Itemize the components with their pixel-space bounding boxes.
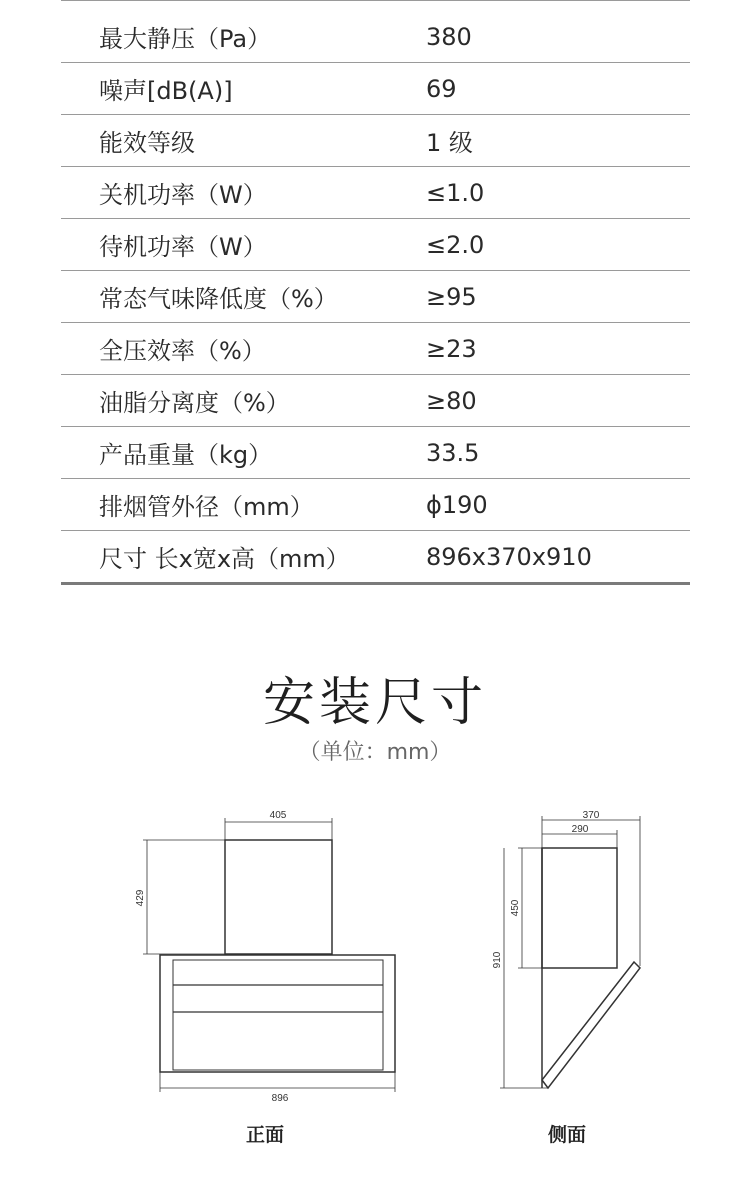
spec-row: [61, 219, 690, 271]
spec-value: 1 级: [426, 129, 473, 157]
front-width-top-label: 405: [269, 810, 287, 821]
front-body: [160, 955, 395, 1072]
spec-label: 产品重量（kg）: [99, 441, 273, 469]
spec-label: 油脂分离度（%）: [99, 389, 290, 417]
spec-label: 关机功率（W）: [99, 181, 267, 209]
side-panel: [542, 962, 640, 1088]
spec-label: 噪声[dB(A)]: [99, 77, 233, 105]
front-panel: [173, 960, 383, 1070]
spec-row: [61, 63, 690, 115]
spec-value: ≤2.0: [426, 230, 485, 259]
spec-row: [61, 427, 690, 479]
spec-label: 待机功率（W）: [99, 233, 267, 261]
spec-row: [61, 167, 690, 219]
install-title: 安装尺寸: [262, 673, 487, 733]
side-view: [500, 816, 640, 1088]
spec-value: 380: [426, 22, 472, 51]
side-depth-total-label: 370: [582, 810, 600, 821]
spec-value: ϕ190: [426, 490, 488, 519]
spec-row: [61, 271, 690, 323]
side-depth-top-label: 290: [571, 824, 589, 835]
spec-label: 尺寸 长x宽x高（mm）: [99, 545, 350, 573]
front-caption: 正面: [245, 1124, 284, 1146]
spec-row: [61, 531, 690, 585]
side-height-total-label: 910: [492, 951, 503, 969]
spec-label: 全压效率（%）: [99, 337, 266, 365]
spec-table: [61, 0, 690, 585]
spec-value: 69: [426, 74, 457, 103]
spec-label: 最大静压（Pa）: [99, 25, 272, 53]
spec-label: 排烟管外径（mm）: [99, 493, 314, 521]
spec-value: 896x370x910: [426, 542, 592, 571]
install-unit: （单位：mm）: [298, 740, 452, 765]
front-chimney: [225, 840, 332, 954]
spec-label: 能效等级: [99, 129, 195, 157]
spec-label: 常态气味降低度（%）: [99, 285, 338, 313]
spec-row: [61, 115, 690, 167]
side-height-upper-label: 450: [510, 899, 521, 917]
install-diagram: [0, 780, 750, 1110]
spec-value: 33.5: [426, 438, 480, 467]
front-view: [143, 818, 395, 1092]
front-height-top-label: 429: [135, 889, 146, 907]
front-width-total-label: 896: [271, 1093, 289, 1104]
spec-value: ≥80: [426, 386, 477, 415]
side-caption: 侧面: [547, 1124, 586, 1146]
spec-row: [61, 375, 690, 427]
spec-value: ≥23: [426, 334, 477, 363]
spec-value: ≤1.0: [426, 178, 485, 207]
spec-value: ≥95: [426, 282, 477, 311]
side-chimney: [542, 848, 617, 968]
spec-row: [61, 479, 690, 531]
spec-row: [61, 323, 690, 375]
spec-row: [61, 11, 690, 63]
